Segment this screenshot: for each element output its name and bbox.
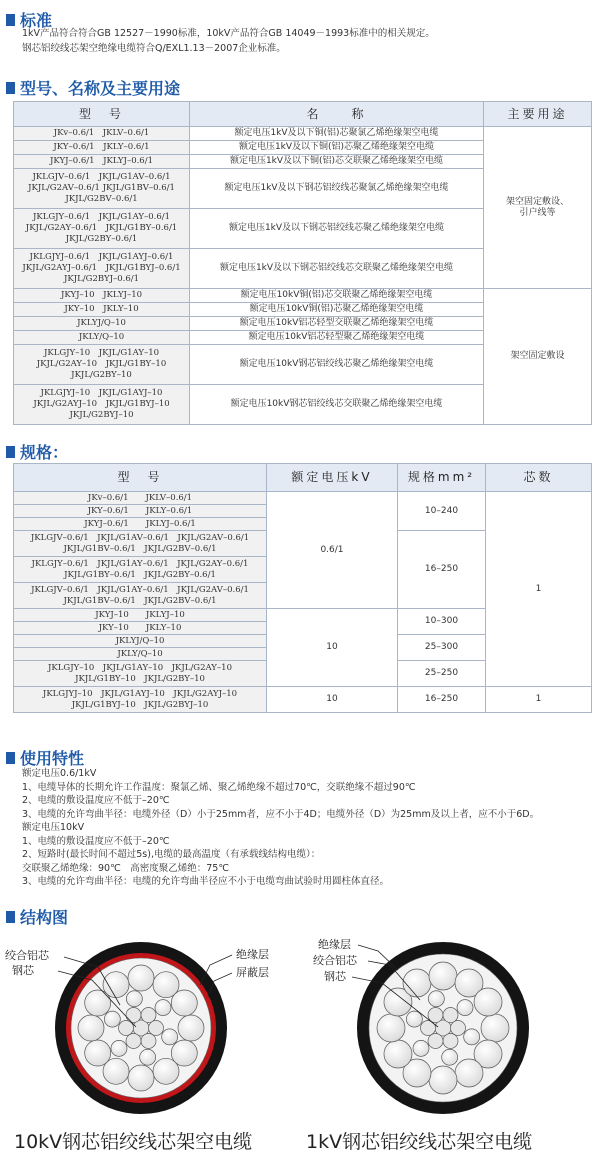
cable-10kv-diagram: [5, 942, 269, 1114]
spec-cell: 10–300: [398, 609, 486, 635]
col-header-model: 型 号: [14, 102, 190, 127]
aluminum-strand: [111, 1040, 127, 1056]
usage-line: 3、电缆的允许弯曲半径：电缆的允许弯曲半径应不小于电缆弯曲试验时用圆柱体直径。: [22, 876, 390, 887]
aluminum-strand: [429, 1066, 457, 1094]
cores-cell: 1: [486, 687, 592, 713]
usage-line: 3、电缆的允许弯曲半径：电缆外径（D）小于25mm者，应不小于4D；电缆外径（D）为25mm及以上者，应不小于6D。: [22, 808, 540, 820]
section-model-header: [6, 76, 180, 99]
col-header-voltage: 额定电压kV: [267, 464, 398, 492]
section-title: 使用特性: [20, 749, 85, 768]
steel-wire: [443, 1033, 458, 1048]
section-title: 规格：: [20, 443, 69, 462]
steel-wire: [141, 1008, 156, 1023]
model-cell: JKY–10 JKLY–10: [14, 303, 190, 317]
name-cell: 额定电压1kV及以下铜(铝)芯聚氯乙烯绝缘架空电缆: [190, 127, 484, 141]
voltage-cell: 10: [267, 687, 398, 713]
spec-cell: 25–250: [398, 661, 486, 687]
aluminum-strand: [455, 1059, 483, 1087]
section-marker-icon: [6, 82, 15, 94]
label-insulation: 绝缘层: [318, 938, 351, 951]
model-cell: JKLGJV–0.6/1 JKJL/G1AV–0.6/1 JKJL/G2AV–0.6/1 JKJL/G1BV–0.6/1 JKJL/G2BV–0.6/1: [14, 169, 190, 209]
aluminum-strand: [413, 1040, 429, 1056]
model-cell: JKYJ–0.6/1 JKLYJ–0.6/1: [14, 155, 190, 169]
aluminum-strand: [474, 988, 502, 1016]
steel-wire: [119, 1021, 134, 1036]
col-header-spec: 规格mm²: [398, 464, 486, 492]
section-title: 型号、名称及主要用途: [20, 79, 181, 98]
model-table: [13, 101, 592, 425]
spec-table: [13, 463, 592, 713]
spec-cell: 16–250: [398, 531, 486, 609]
aluminum-strand: [78, 1015, 104, 1041]
model-cell: JKLGJY–10 JKJL/G1AY–10 JKJL/G2AY–10 JKJL/G1BY–10 JKJL/G2BY–10: [14, 345, 190, 385]
model-cell: JKLY/Q–10: [14, 331, 190, 345]
label-shield: 屏蔽层: [236, 966, 269, 979]
model-cell: JKLGJY–0.6/1 JKJL/G1AY–0.6/1 JKJL/G2AY–0.6/1 JKJL/G1BY–0.6/1 JKJL/G2BY–0.6/1: [14, 209, 190, 249]
steel-wire: [428, 1008, 443, 1023]
aluminum-strand: [403, 969, 431, 997]
model-cell: JKLGJV–0.6/1 JKJL/G1AV–0.6/1 JKJL/G2AV–0.6/1 JKJL/G1BV–0.6/1 JKJL/G2BV–0.6/1: [14, 531, 267, 557]
section-marker-icon: [6, 752, 15, 764]
aluminum-strand: [481, 1014, 509, 1042]
aluminum-strand: [85, 1040, 111, 1066]
name-cell: 额定电压10kV铜(铝)芯聚乙烯绝缘架空电缆: [190, 303, 484, 317]
aluminum-strand: [126, 991, 142, 1007]
spec-cell: 25–300: [398, 635, 486, 661]
model-cell: JKLYJ/Q–10: [14, 635, 267, 648]
aluminum-strand: [171, 990, 197, 1016]
label-insulation: 绝缘层: [236, 948, 269, 961]
steel-wire: [443, 1008, 458, 1023]
aluminum-strand: [377, 1014, 405, 1042]
model-cell: JKLGJY–10 JKJL/G1AY–10 JKJL/G2AY–10 JKJL/G1BY–10 JKJL/G2BY–10: [14, 661, 267, 687]
model-cell: JKv–0.6/1 JKLV–0.6/1: [14, 492, 267, 505]
section-marker-icon: [6, 14, 15, 26]
caption-10kv: 10kV钢芯铝绞线芯架空电缆: [14, 1131, 253, 1153]
aluminum-strand: [155, 1000, 171, 1016]
usage-line: 额定电压10kV: [22, 822, 85, 833]
model-cell: JKLGJV–0.6/1 JKJL/G1AY–0.6/1 JKJL/G2AV–0.6/1 JKJL/G1BV–0.6/1 JKJL/G2BV–0.6/1: [14, 583, 267, 609]
name-cell: 额定电压1kV及以下钢芯铝绞线芯交联聚乙烯绝缘架空电缆: [190, 249, 484, 289]
steel-wire: [126, 1008, 141, 1023]
steel-wire: [126, 1033, 141, 1048]
name-cell: 额定电压10kV铜(铝)芯交联聚乙烯绝缘架空电缆: [190, 289, 484, 303]
section-usage-header: [6, 746, 84, 769]
model-cell: JKLGJY–0.6/1 JKJL/G1AY–0.6/1 JKJL/G2AY–0.6/1 JKJL/G1BY–0.6/1 JKJL/G2BY–0.6/1: [14, 557, 267, 583]
usage-line: 1、电缆导体的长期允许工作温度：聚氯乙烯、聚乙烯绝缘不超过70℃，交联绝缘不超过90℃: [22, 781, 416, 793]
name-cell: 额定电压10kV钢芯铝绞线芯聚乙烯绝缘架空电缆: [190, 345, 484, 385]
cable-1kv-diagram: [313, 937, 529, 1114]
name-cell: 额定电压1kV及以下铜(铝)芯聚乙烯绝缘架空电缆: [190, 141, 484, 155]
steel-wire: [451, 1021, 466, 1036]
aluminum-strand: [428, 991, 444, 1007]
name-cell: 额定电压1kV及以下钢芯铝绞线芯聚乙烯绝缘架空电缆: [190, 209, 484, 249]
usage-line: 额定电压0.6/1kV: [22, 768, 97, 779]
col-header-cores: 芯数: [486, 464, 592, 492]
section-spec-header: [6, 440, 68, 463]
steel-wire: [149, 1021, 164, 1036]
section-title: 标准: [20, 11, 53, 30]
section-marker-icon: [6, 446, 15, 458]
model-cell: JKLGJYJ–10 JKJL/G1AYJ–10 JKJL/G2AYJ–10 JKJL/G1BYJ–10 JKJL/G2BYJ–10: [14, 687, 267, 713]
caption-1kv: 1kV钢芯铝绞线芯架空电缆: [306, 1131, 533, 1153]
aluminum-strand: [406, 1011, 422, 1027]
usage-lines: [22, 767, 539, 889]
col-header-name: 名 称: [190, 102, 484, 127]
aluminum-strand: [429, 962, 457, 990]
name-cell: 额定电压10kV铝芯轻型聚乙烯绝缘架空电缆: [190, 331, 484, 345]
model-cell: JKYJ–10 JKLYJ–10: [14, 289, 190, 303]
model-cell: JKLGJYJ–10 JKJL/G1AYJ–10 JKJL/G2AYJ–10 JKJL/G1BYJ–10 JKJL/G2BYJ–10: [14, 385, 190, 425]
aluminum-strand: [103, 972, 129, 998]
label-steel: 钢芯: [324, 970, 346, 983]
usage-line: 2、短路时(最长时间不超过5s),电缆的最高温度（有承载线结构电缆）：: [22, 849, 321, 860]
model-cell: JKYJ–0.6/1 JKLYJ–0.6/1: [14, 518, 267, 531]
voltage-cell: 0.6/1: [267, 492, 398, 609]
aluminum-strand: [140, 1049, 156, 1065]
section-title: 结构图: [20, 908, 69, 927]
aluminum-strand: [128, 1065, 154, 1091]
name-cell: 额定电压10kV钢芯铝绞线芯交联聚乙烯绝缘架空电缆: [190, 385, 484, 425]
model-cell: JKY–0.6/1 JKLY–0.6/1: [14, 505, 267, 518]
aluminum-strand: [128, 965, 154, 991]
use-cell: 架空固定敷设: [484, 289, 592, 425]
label-steel: 钢芯: [12, 964, 34, 977]
model-cell: JKLGJYJ–0.6/1 JKJL/G1AYJ–0.6/1 JKJL/G2AYJ–0.6/1 JKJL/G1BYJ–0.6/1 JKJL/G2BYJ–0.6/1: [14, 249, 190, 289]
name-cell: 额定电压10kV铝芯轻型交联聚乙烯绝缘架空电缆: [190, 317, 484, 331]
model-cell: JKv–0.6/1 JKLV–0.6/1: [14, 127, 190, 141]
aluminum-strand: [457, 1000, 473, 1016]
model-cell: JKYJ–10 JKLYJ–10: [14, 609, 267, 622]
usage-line: 交联聚乙烯绝缘：90℃ 高密度聚乙烯绝：75℃: [22, 862, 230, 874]
standard-line-2: 钢芯铝绞线芯架空绝缘电缆符合Q/EXL1.13－2007企业标准。: [22, 43, 286, 54]
model-cell: JKLYJ/Q–10: [14, 317, 190, 331]
label-strand: 绞合铝芯: [5, 949, 49, 962]
model-cell: JKLY/Q–10: [14, 648, 267, 661]
aluminum-strand: [178, 1015, 204, 1041]
aluminum-strand: [384, 1040, 412, 1068]
steel-wire: [421, 1021, 436, 1036]
name-cell: 额定电压1kV及以下铜(铝)芯交联聚乙烯绝缘架空电缆: [190, 155, 484, 169]
use-cell: 架空固定敷设、 引户线等: [484, 127, 592, 289]
spec-cell: 10–240: [398, 492, 486, 531]
steel-wire: [141, 1033, 156, 1048]
label-strand: 绞合铝芯: [313, 954, 357, 967]
structure-diagrams: [0, 925, 600, 1135]
standard-line-1: 1kV产品符合符合GB 12527－1990标准，10kV产品符合GB 14049－1993标准中的相关规定。: [22, 28, 435, 39]
aluminum-strand: [104, 1011, 120, 1027]
aluminum-strand: [442, 1049, 458, 1065]
aluminum-strand: [464, 1029, 480, 1045]
steel-wire: [428, 1033, 443, 1048]
col-header-use: 主要用途: [484, 102, 592, 127]
aluminum-strand: [153, 1058, 179, 1084]
name-cell: 额定电压1kV及以下钢芯铝绞线芯聚氯乙烯绝缘架空电缆: [190, 169, 484, 209]
spec-cell: 16–250: [398, 687, 486, 713]
usage-line: 2、电缆的敷设温度应不低于–20℃: [22, 795, 170, 806]
cores-cell: 1: [486, 492, 592, 687]
usage-line: 1、电缆的敷设温度应不低于–20℃: [22, 835, 170, 847]
section-marker-icon: [6, 911, 15, 923]
model-cell: JKY–0.6/1 JKLY–0.6/1: [14, 141, 190, 155]
model-cell: JKY–10 JKLY–10: [14, 622, 267, 635]
col-header-model: 型 号: [14, 464, 267, 492]
voltage-cell: 10: [267, 609, 398, 687]
aluminum-strand: [162, 1029, 178, 1045]
